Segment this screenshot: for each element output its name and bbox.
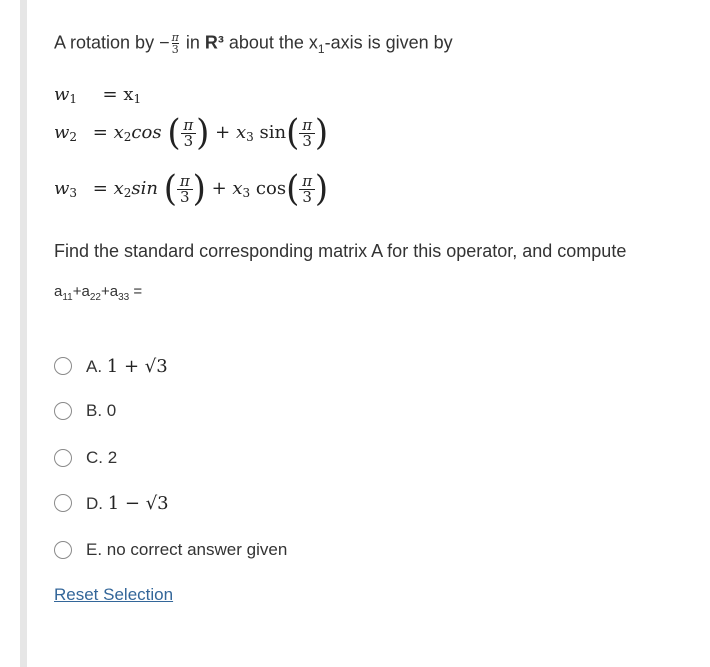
option-d-radio[interactable] <box>54 494 72 512</box>
eq2-lparen-2: ( <box>286 112 300 154</box>
option-c-value: 2 <box>107 448 118 467</box>
eq3-term1-fn: sin <box>131 178 159 199</box>
eq2-frac2-den: 3 <box>299 133 315 149</box>
option-e-letter: E. <box>86 540 107 559</box>
eq3-frac1-den: 3 <box>177 189 193 205</box>
eq2-lparen-1: ( <box>167 112 181 154</box>
sum-a11: a <box>54 283 63 300</box>
option-c-letter: C. <box>86 448 108 467</box>
eq2-lhs: w <box>54 122 70 143</box>
eq3-lhs-sub: 3 <box>69 186 78 200</box>
reset-selection-link[interactable]: Reset Selection <box>54 585 174 604</box>
sum-plus-1: + <box>72 283 82 300</box>
sum-a33: a <box>109 283 119 300</box>
option-b-label <box>86 401 116 421</box>
eq3-rparen-1: ) <box>192 168 206 210</box>
intro-fraction <box>172 32 179 55</box>
question-prompt: Find the standard corresponding matrix A for this operator, and compute <box>54 241 627 261</box>
intro-text-3: about the x <box>223 32 318 53</box>
option-a-value: 1 + √3 <box>106 355 168 377</box>
option-a-letter: A. <box>86 356 107 376</box>
eq2-term2-fn: sin <box>259 122 287 143</box>
equation-w3 <box>54 168 329 210</box>
option-b-value: 0 <box>106 401 117 420</box>
eq2-frac1-num: π <box>183 115 194 134</box>
eq3-frac2-num: π <box>302 171 313 190</box>
eq3-lparen-1: ( <box>163 168 178 210</box>
eq1-rhs: = x <box>102 84 134 105</box>
intro-axis-sub: 1 <box>317 41 325 56</box>
equation-w2 <box>54 112 329 154</box>
eq2-rparen-1: ) <box>196 112 210 154</box>
eq2-term1-sub: 2 <box>123 130 132 144</box>
sum-sub-22: 22 <box>89 292 101 303</box>
eq3-plus: + <box>211 178 227 199</box>
eq2-equals: = <box>92 122 108 143</box>
sum-sub-33: 33 <box>118 292 130 303</box>
option-b-letter: B. <box>86 401 107 420</box>
eq3-frac-2 <box>299 171 315 206</box>
intro-text-4: -axis is given by <box>324 32 453 53</box>
option-c-label <box>86 448 117 468</box>
eq2-term2-var: x <box>235 122 247 143</box>
eq3-frac-1 <box>177 171 193 206</box>
eq3-term2-fn: cos <box>255 178 287 199</box>
eq3-term2-var: x <box>232 178 243 199</box>
sum-expression <box>54 283 142 303</box>
sum-a22: a <box>81 283 90 300</box>
eq3-rparen-2: ) <box>314 168 329 210</box>
option-d-letter: D. <box>86 493 108 513</box>
eq2-frac2-num: π <box>302 115 313 134</box>
intro-frac-num: π <box>171 31 179 44</box>
eq1-rhs-sub: 1 <box>133 92 142 106</box>
eq3-frac1-num: π <box>179 171 190 190</box>
intro-text-2: in <box>180 32 205 53</box>
option-e-label <box>86 540 287 560</box>
option-b[interactable] <box>54 399 116 423</box>
eq2-frac-1 <box>181 115 197 150</box>
eq3-frac2-den: 3 <box>299 189 315 205</box>
question-intro <box>54 32 453 56</box>
option-e-radio[interactable] <box>54 541 72 559</box>
eq3-term1-sub: 2 <box>123 186 132 200</box>
eq3-lhs: w <box>54 178 70 199</box>
eq1-lhs: w <box>54 84 70 105</box>
option-d-value: 1 − √3 <box>107 492 169 514</box>
eq1-lhs-sub: 1 <box>69 92 78 106</box>
eq3-equals: = <box>92 178 108 199</box>
option-e-value: no correct answer given <box>106 540 288 559</box>
eq2-term2-sub: 3 <box>246 130 254 144</box>
option-d-label <box>86 493 169 514</box>
option-e[interactable] <box>54 538 287 562</box>
option-a-radio[interactable] <box>54 357 72 375</box>
intro-space: R³ <box>204 32 224 53</box>
eq2-rparen-2: ) <box>314 112 329 154</box>
option-d[interactable] <box>54 491 169 515</box>
option-a-label <box>86 356 168 377</box>
left-border <box>20 0 27 667</box>
eq2-term1-var: x <box>113 122 124 143</box>
sum-plus-2: + <box>100 283 110 300</box>
option-a[interactable] <box>54 354 168 378</box>
option-c[interactable] <box>54 446 117 470</box>
eq2-lhs-sub: 2 <box>69 130 78 144</box>
intro-frac-den: 3 <box>171 43 179 56</box>
option-c-radio[interactable] <box>54 449 72 467</box>
sum-equals: = <box>129 283 143 300</box>
eq2-term1-fn: cos <box>131 122 162 143</box>
eq3-term1-var: x <box>113 178 124 199</box>
intro-text-1: A rotation by − <box>54 32 170 53</box>
eq2-plus: + <box>215 122 231 143</box>
equation-w1 <box>54 84 141 106</box>
option-b-radio[interactable] <box>54 402 72 420</box>
eq2-frac1-den: 3 <box>181 133 197 149</box>
sum-sub-11: 11 <box>62 292 73 303</box>
eq3-lparen-2: ( <box>286 168 300 210</box>
eq3-term2-sub: 3 <box>242 186 251 200</box>
eq2-frac-2 <box>299 115 315 150</box>
